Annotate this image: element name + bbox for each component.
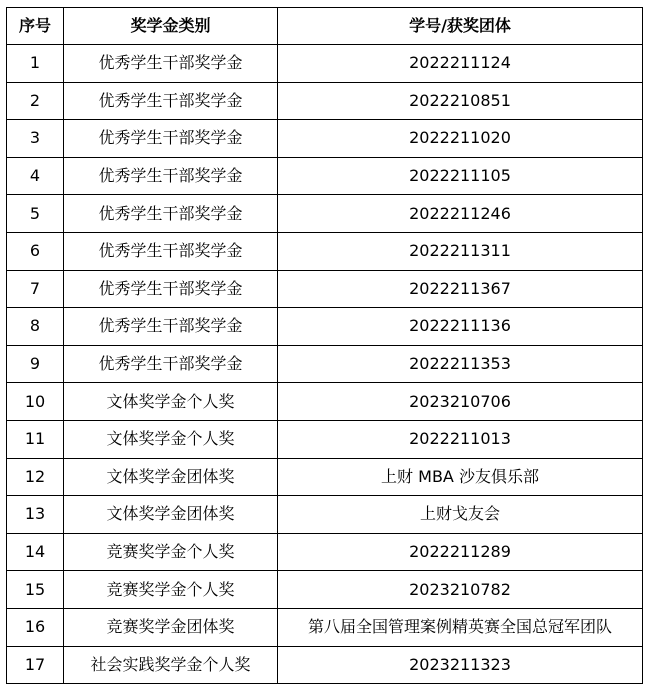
- cell-index: 2: [7, 82, 64, 120]
- cell-index: 12: [7, 458, 64, 496]
- cell-id-or-team: 2022211246: [278, 195, 643, 233]
- cell-id-or-team: 2023210782: [278, 571, 643, 609]
- cell-id-or-team: 2022211367: [278, 270, 643, 308]
- cell-id-or-team: 2022211020: [278, 120, 643, 158]
- cell-id-or-team: 2022211136: [278, 308, 643, 346]
- scholarship-table: [6, 7, 643, 684]
- cell-index: 17: [7, 646, 64, 684]
- cell-category: 竞赛奖学金个人奖: [64, 571, 278, 609]
- cell-category: 竞赛奖学金团体奖: [64, 608, 278, 646]
- cell-category: 社会实践奖学金个人奖: [64, 646, 278, 684]
- cell-id-or-team: 2022211311: [278, 232, 643, 270]
- table-row: [7, 195, 643, 233]
- cell-id-or-team: 2022211353: [278, 345, 643, 383]
- cell-index: 8: [7, 308, 64, 346]
- table-row: [7, 82, 643, 120]
- cell-index: 6: [7, 232, 64, 270]
- cell-index: 15: [7, 571, 64, 609]
- cell-id-or-team: 2022211013: [278, 420, 643, 458]
- cell-index: 16: [7, 608, 64, 646]
- table-header-row: [7, 8, 643, 45]
- cell-category: 优秀学生干部奖学金: [64, 120, 278, 158]
- cell-category: 优秀学生干部奖学金: [64, 270, 278, 308]
- table-row: [7, 270, 643, 308]
- cell-category: 文体奖学金个人奖: [64, 420, 278, 458]
- cell-index: 13: [7, 496, 64, 534]
- table-row: [7, 496, 643, 534]
- cell-category: 优秀学生干部奖学金: [64, 345, 278, 383]
- table-row: [7, 308, 643, 346]
- cell-category: 优秀学生干部奖学金: [64, 308, 278, 346]
- table-row: [7, 232, 643, 270]
- table-row: [7, 646, 643, 684]
- cell-category: 竞赛奖学金个人奖: [64, 533, 278, 571]
- cell-category: 优秀学生干部奖学金: [64, 195, 278, 233]
- cell-id-or-team: 上财 MBA 沙友俱乐部: [278, 458, 643, 496]
- table-row: [7, 571, 643, 609]
- table-row: [7, 608, 643, 646]
- cell-category: 文体奖学金团体奖: [64, 496, 278, 534]
- cell-category: 优秀学生干部奖学金: [64, 45, 278, 83]
- cell-index: 1: [7, 45, 64, 83]
- table-row: [7, 458, 643, 496]
- cell-category: 优秀学生干部奖学金: [64, 82, 278, 120]
- cell-id-or-team: 2023211323: [278, 646, 643, 684]
- cell-id-or-team: 上财戈友会: [278, 496, 643, 534]
- cell-id-or-team: 2022211124: [278, 45, 643, 83]
- header-category: 奖学金类别: [64, 8, 278, 45]
- cell-index: 5: [7, 195, 64, 233]
- cell-category: 文体奖学金团体奖: [64, 458, 278, 496]
- header-id-or-team: 学号/获奖团体: [278, 8, 643, 45]
- header-index: 序号: [7, 8, 64, 45]
- table-row: [7, 420, 643, 458]
- cell-category: 文体奖学金个人奖: [64, 383, 278, 421]
- cell-index: 7: [7, 270, 64, 308]
- cell-index: 14: [7, 533, 64, 571]
- table-row: [7, 533, 643, 571]
- cell-index: 9: [7, 345, 64, 383]
- cell-index: 11: [7, 420, 64, 458]
- cell-category: 优秀学生干部奖学金: [64, 232, 278, 270]
- cell-index: 4: [7, 157, 64, 195]
- cell-id-or-team: 2023210706: [278, 383, 643, 421]
- cell-index: 10: [7, 383, 64, 421]
- cell-category: 优秀学生干部奖学金: [64, 157, 278, 195]
- cell-id-or-team: 第八届全国管理案例精英赛全国总冠军团队: [278, 608, 643, 646]
- cell-id-or-team: 2022210851: [278, 82, 643, 120]
- table-row: [7, 345, 643, 383]
- cell-id-or-team: 2022211289: [278, 533, 643, 571]
- table-row: [7, 157, 643, 195]
- cell-id-or-team: 2022211105: [278, 157, 643, 195]
- cell-index: 3: [7, 120, 64, 158]
- table-row: [7, 383, 643, 421]
- table-row: [7, 120, 643, 158]
- table-row: [7, 45, 643, 83]
